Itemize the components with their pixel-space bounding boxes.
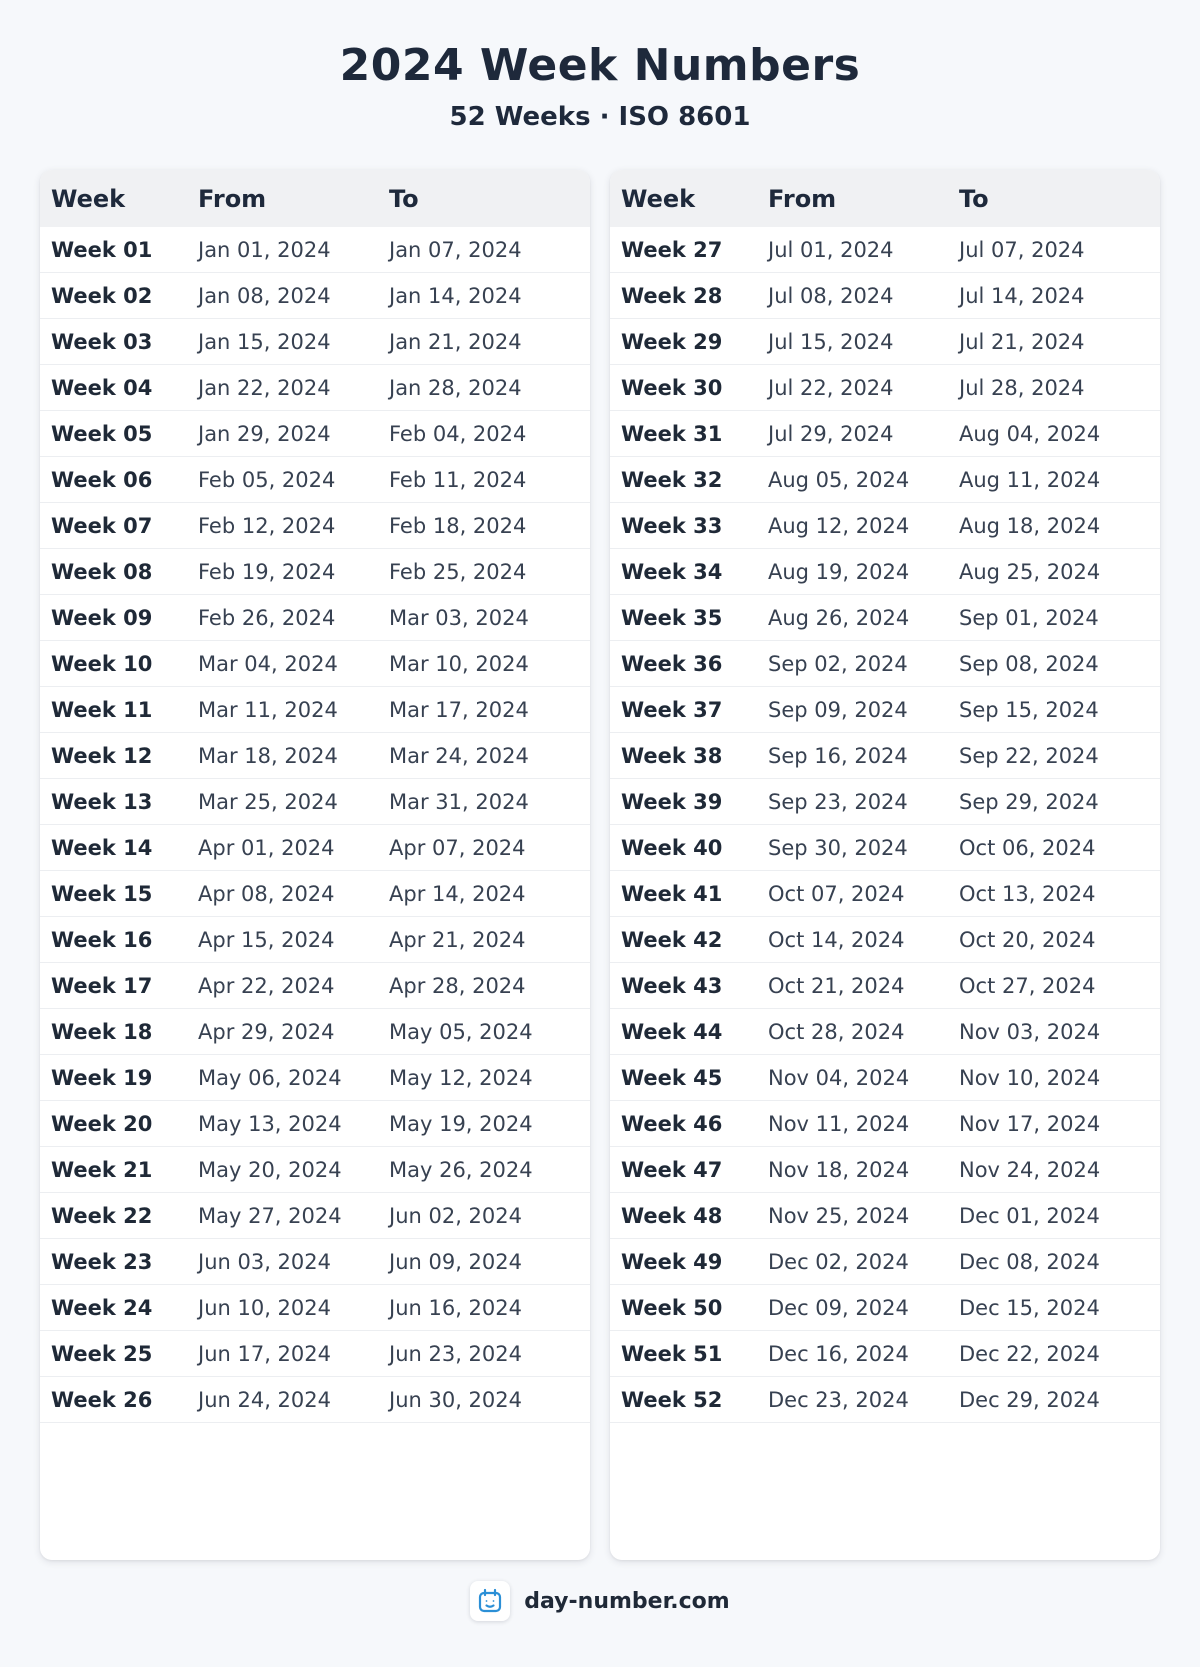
- week-table-left-body: [40, 227, 590, 1423]
- to-date-cell: Jul 28, 2024: [948, 365, 1160, 411]
- column-header-from: From: [187, 170, 378, 227]
- to-date-cell: May 26, 2024: [378, 1147, 590, 1193]
- week-table-card-left: [40, 170, 590, 1560]
- to-date-cell: Jan 07, 2024: [378, 227, 590, 273]
- week-number-cell: Week 49: [610, 1239, 757, 1285]
- to-date-cell: Jul 14, 2024: [948, 273, 1160, 319]
- table-row: [40, 319, 590, 365]
- from-date-cell: Aug 05, 2024: [757, 457, 948, 503]
- from-date-cell: Mar 18, 2024: [187, 733, 378, 779]
- to-date-cell: Jul 07, 2024: [948, 227, 1160, 273]
- from-date-cell: Jul 08, 2024: [757, 273, 948, 319]
- table-row: [610, 641, 1160, 687]
- from-date-cell: Jul 15, 2024: [757, 319, 948, 365]
- table-row: [40, 1147, 590, 1193]
- from-date-cell: Oct 21, 2024: [757, 963, 948, 1009]
- to-date-cell: Jun 30, 2024: [378, 1377, 590, 1423]
- from-date-cell: Jun 03, 2024: [187, 1239, 378, 1285]
- site-link[interactable]: day-number.com: [524, 1588, 730, 1614]
- to-date-cell: Dec 29, 2024: [948, 1377, 1160, 1423]
- week-number-cell: Week 52: [610, 1377, 757, 1423]
- week-number-cell: Week 39: [610, 779, 757, 825]
- week-number-cell: Week 17: [40, 963, 187, 1009]
- table-row: [610, 227, 1160, 273]
- week-number-cell: Week 10: [40, 641, 187, 687]
- from-date-cell: Nov 11, 2024: [757, 1101, 948, 1147]
- week-number-cell: Week 50: [610, 1285, 757, 1331]
- to-date-cell: Jun 16, 2024: [378, 1285, 590, 1331]
- table-row: [610, 779, 1160, 825]
- from-date-cell: Dec 02, 2024: [757, 1239, 948, 1285]
- from-date-cell: Jul 01, 2024: [757, 227, 948, 273]
- from-date-cell: Feb 26, 2024: [187, 595, 378, 641]
- week-number-cell: Week 19: [40, 1055, 187, 1101]
- table-row: [40, 1239, 590, 1285]
- to-date-cell: Apr 14, 2024: [378, 871, 590, 917]
- table-row: [40, 1101, 590, 1147]
- from-date-cell: Mar 04, 2024: [187, 641, 378, 687]
- table-row: [610, 1331, 1160, 1377]
- table-row: [40, 365, 590, 411]
- footer: [0, 1581, 1200, 1621]
- table-row: [40, 549, 590, 595]
- from-date-cell: Jan 29, 2024: [187, 411, 378, 457]
- from-date-cell: Sep 02, 2024: [757, 641, 948, 687]
- week-number-cell: Week 47: [610, 1147, 757, 1193]
- week-table-right-body: [610, 227, 1160, 1423]
- week-table-card-right: [610, 170, 1160, 1560]
- week-number-cell: Week 27: [610, 227, 757, 273]
- column-header-week: Week: [40, 170, 187, 227]
- week-number-cell: Week 12: [40, 733, 187, 779]
- from-date-cell: Apr 22, 2024: [187, 963, 378, 1009]
- table-row: [610, 549, 1160, 595]
- table-row: [40, 779, 590, 825]
- to-date-cell: Aug 04, 2024: [948, 411, 1160, 457]
- table-row: [40, 917, 590, 963]
- column-header-from: From: [757, 170, 948, 227]
- week-number-cell: Week 36: [610, 641, 757, 687]
- table-row: [40, 1285, 590, 1331]
- week-number-cell: Week 22: [40, 1193, 187, 1239]
- table-row: [610, 963, 1160, 1009]
- to-date-cell: Jun 09, 2024: [378, 1239, 590, 1285]
- to-date-cell: Oct 13, 2024: [948, 871, 1160, 917]
- week-number-cell: Week 03: [40, 319, 187, 365]
- table-row: [610, 825, 1160, 871]
- from-date-cell: Dec 16, 2024: [757, 1331, 948, 1377]
- table-row: [40, 595, 590, 641]
- week-number-cell: Week 42: [610, 917, 757, 963]
- week-number-cell: Week 06: [40, 457, 187, 503]
- table-row: [610, 503, 1160, 549]
- week-number-cell: Week 48: [610, 1193, 757, 1239]
- week-number-cell: Week 26: [40, 1377, 187, 1423]
- week-number-cell: Week 05: [40, 411, 187, 457]
- week-number-cell: Week 18: [40, 1009, 187, 1055]
- from-date-cell: Jun 10, 2024: [187, 1285, 378, 1331]
- table-header-row: [610, 170, 1160, 227]
- week-number-cell: Week 37: [610, 687, 757, 733]
- to-date-cell: Nov 03, 2024: [948, 1009, 1160, 1055]
- page-subtitle: 52 Weeks · ISO 8601: [449, 102, 751, 133]
- to-date-cell: Dec 22, 2024: [948, 1331, 1160, 1377]
- table-row: [40, 1331, 590, 1377]
- week-number-cell: Week 34: [610, 549, 757, 595]
- week-number-cell: Week 30: [610, 365, 757, 411]
- table-row: [610, 1101, 1160, 1147]
- week-number-cell: Week 14: [40, 825, 187, 871]
- to-date-cell: Jan 14, 2024: [378, 273, 590, 319]
- week-number-cell: Week 43: [610, 963, 757, 1009]
- from-date-cell: Apr 01, 2024: [187, 825, 378, 871]
- from-date-cell: May 27, 2024: [187, 1193, 378, 1239]
- from-date-cell: Oct 28, 2024: [757, 1009, 948, 1055]
- to-date-cell: Jun 02, 2024: [378, 1193, 590, 1239]
- from-date-cell: Oct 07, 2024: [757, 871, 948, 917]
- from-date-cell: Jan 22, 2024: [187, 365, 378, 411]
- from-date-cell: Feb 12, 2024: [187, 503, 378, 549]
- table-row: [610, 319, 1160, 365]
- to-date-cell: Mar 31, 2024: [378, 779, 590, 825]
- to-date-cell: Sep 15, 2024: [948, 687, 1160, 733]
- week-number-cell: Week 23: [40, 1239, 187, 1285]
- week-number-cell: Week 21: [40, 1147, 187, 1193]
- from-date-cell: Apr 15, 2024: [187, 917, 378, 963]
- table-row: [610, 1009, 1160, 1055]
- table-row: [610, 1193, 1160, 1239]
- table-row: [610, 457, 1160, 503]
- week-table-right: [610, 170, 1160, 1423]
- calendar-face-icon: [470, 1581, 510, 1621]
- week-number-cell: Week 51: [610, 1331, 757, 1377]
- table-row: [610, 595, 1160, 641]
- from-date-cell: Apr 08, 2024: [187, 871, 378, 917]
- table-row: [610, 1239, 1160, 1285]
- week-tables: [40, 170, 1160, 1560]
- to-date-cell: Dec 15, 2024: [948, 1285, 1160, 1331]
- to-date-cell: Aug 25, 2024: [948, 549, 1160, 595]
- table-row: [610, 1285, 1160, 1331]
- from-date-cell: Aug 19, 2024: [757, 549, 948, 595]
- to-date-cell: Feb 04, 2024: [378, 411, 590, 457]
- to-date-cell: Sep 29, 2024: [948, 779, 1160, 825]
- table-row: [40, 1193, 590, 1239]
- to-date-cell: May 05, 2024: [378, 1009, 590, 1055]
- table-row: [40, 503, 590, 549]
- week-number-cell: Week 15: [40, 871, 187, 917]
- from-date-cell: Jan 15, 2024: [187, 319, 378, 365]
- from-date-cell: Jul 22, 2024: [757, 365, 948, 411]
- table-row: [40, 1009, 590, 1055]
- table-row: [40, 227, 590, 273]
- week-number-cell: Week 35: [610, 595, 757, 641]
- from-date-cell: Nov 18, 2024: [757, 1147, 948, 1193]
- week-number-cell: Week 33: [610, 503, 757, 549]
- to-date-cell: Jun 23, 2024: [378, 1331, 590, 1377]
- table-row: [40, 641, 590, 687]
- week-number-cell: Week 45: [610, 1055, 757, 1101]
- to-date-cell: Mar 17, 2024: [378, 687, 590, 733]
- table-row: [40, 963, 590, 1009]
- week-number-cell: Week 20: [40, 1101, 187, 1147]
- to-date-cell: Dec 01, 2024: [948, 1193, 1160, 1239]
- table-row: [610, 917, 1160, 963]
- week-number-cell: Week 01: [40, 227, 187, 273]
- from-date-cell: May 20, 2024: [187, 1147, 378, 1193]
- to-date-cell: Dec 08, 2024: [948, 1239, 1160, 1285]
- week-number-cell: Week 09: [40, 595, 187, 641]
- table-row: [40, 687, 590, 733]
- table-header-row: [40, 170, 590, 227]
- table-row: [40, 457, 590, 503]
- to-date-cell: Mar 24, 2024: [378, 733, 590, 779]
- from-date-cell: Mar 11, 2024: [187, 687, 378, 733]
- from-date-cell: Jun 17, 2024: [187, 1331, 378, 1377]
- from-date-cell: Oct 14, 2024: [757, 917, 948, 963]
- to-date-cell: Nov 10, 2024: [948, 1055, 1160, 1101]
- to-date-cell: Nov 17, 2024: [948, 1101, 1160, 1147]
- from-date-cell: Jun 24, 2024: [187, 1377, 378, 1423]
- table-row: [610, 273, 1160, 319]
- week-number-cell: Week 16: [40, 917, 187, 963]
- from-date-cell: Dec 09, 2024: [757, 1285, 948, 1331]
- to-date-cell: Nov 24, 2024: [948, 1147, 1160, 1193]
- table-row: [610, 365, 1160, 411]
- table-row: [40, 411, 590, 457]
- to-date-cell: Aug 11, 2024: [948, 457, 1160, 503]
- to-date-cell: Sep 01, 2024: [948, 595, 1160, 641]
- from-date-cell: Feb 05, 2024: [187, 457, 378, 503]
- week-number-cell: Week 24: [40, 1285, 187, 1331]
- to-date-cell: Oct 20, 2024: [948, 917, 1160, 963]
- to-date-cell: May 12, 2024: [378, 1055, 590, 1101]
- to-date-cell: Sep 08, 2024: [948, 641, 1160, 687]
- week-table-left: [40, 170, 590, 1423]
- week-number-cell: Week 11: [40, 687, 187, 733]
- column-header-to: To: [948, 170, 1160, 227]
- week-number-cell: Week 28: [610, 273, 757, 319]
- to-date-cell: Feb 25, 2024: [378, 549, 590, 595]
- to-date-cell: Oct 06, 2024: [948, 825, 1160, 871]
- table-row: [40, 273, 590, 319]
- from-date-cell: Jul 29, 2024: [757, 411, 948, 457]
- week-number-cell: Week 07: [40, 503, 187, 549]
- to-date-cell: Apr 28, 2024: [378, 963, 590, 1009]
- to-date-cell: Sep 22, 2024: [948, 733, 1160, 779]
- from-date-cell: Apr 29, 2024: [187, 1009, 378, 1055]
- table-row: [610, 871, 1160, 917]
- table-row: [610, 687, 1160, 733]
- week-number-cell: Week 25: [40, 1331, 187, 1377]
- to-date-cell: Mar 03, 2024: [378, 595, 590, 641]
- from-date-cell: Jan 08, 2024: [187, 273, 378, 319]
- week-number-cell: Week 41: [610, 871, 757, 917]
- page-title: 2024 Week Numbers: [339, 40, 861, 91]
- from-date-cell: May 06, 2024: [187, 1055, 378, 1101]
- week-number-cell: Week 32: [610, 457, 757, 503]
- week-number-cell: Week 02: [40, 273, 187, 319]
- to-date-cell: Jan 21, 2024: [378, 319, 590, 365]
- from-date-cell: Mar 25, 2024: [187, 779, 378, 825]
- to-date-cell: Feb 18, 2024: [378, 503, 590, 549]
- from-date-cell: May 13, 2024: [187, 1101, 378, 1147]
- to-date-cell: Feb 11, 2024: [378, 457, 590, 503]
- to-date-cell: Oct 27, 2024: [948, 963, 1160, 1009]
- column-header-to: To: [378, 170, 590, 227]
- to-date-cell: Apr 07, 2024: [378, 825, 590, 871]
- table-row: [610, 1377, 1160, 1423]
- week-number-cell: Week 46: [610, 1101, 757, 1147]
- from-date-cell: Sep 23, 2024: [757, 779, 948, 825]
- column-header-week: Week: [610, 170, 757, 227]
- table-row: [40, 871, 590, 917]
- table-row: [610, 1147, 1160, 1193]
- week-number-cell: Week 44: [610, 1009, 757, 1055]
- from-date-cell: Sep 09, 2024: [757, 687, 948, 733]
- to-date-cell: Aug 18, 2024: [948, 503, 1160, 549]
- table-row: [40, 1377, 590, 1423]
- from-date-cell: Nov 04, 2024: [757, 1055, 948, 1101]
- from-date-cell: Aug 26, 2024: [757, 595, 948, 641]
- table-row: [610, 733, 1160, 779]
- week-number-cell: Week 38: [610, 733, 757, 779]
- from-date-cell: Jan 01, 2024: [187, 227, 378, 273]
- from-date-cell: Nov 25, 2024: [757, 1193, 948, 1239]
- from-date-cell: Aug 12, 2024: [757, 503, 948, 549]
- table-row: [40, 825, 590, 871]
- table-row: [40, 1055, 590, 1101]
- from-date-cell: Sep 30, 2024: [757, 825, 948, 871]
- from-date-cell: Feb 19, 2024: [187, 549, 378, 595]
- to-date-cell: Mar 10, 2024: [378, 641, 590, 687]
- to-date-cell: May 19, 2024: [378, 1101, 590, 1147]
- week-number-cell: Week 31: [610, 411, 757, 457]
- table-row: [610, 411, 1160, 457]
- to-date-cell: Jul 21, 2024: [948, 319, 1160, 365]
- from-date-cell: Sep 16, 2024: [757, 733, 948, 779]
- week-number-cell: Week 08: [40, 549, 187, 595]
- week-number-cell: Week 13: [40, 779, 187, 825]
- page-header: [0, 42, 1200, 132]
- week-number-cell: Week 40: [610, 825, 757, 871]
- table-row: [610, 1055, 1160, 1101]
- to-date-cell: Apr 21, 2024: [378, 917, 590, 963]
- table-row: [40, 733, 590, 779]
- from-date-cell: Dec 23, 2024: [757, 1377, 948, 1423]
- to-date-cell: Jan 28, 2024: [378, 365, 590, 411]
- week-number-cell: Week 29: [610, 319, 757, 365]
- week-number-cell: Week 04: [40, 365, 187, 411]
